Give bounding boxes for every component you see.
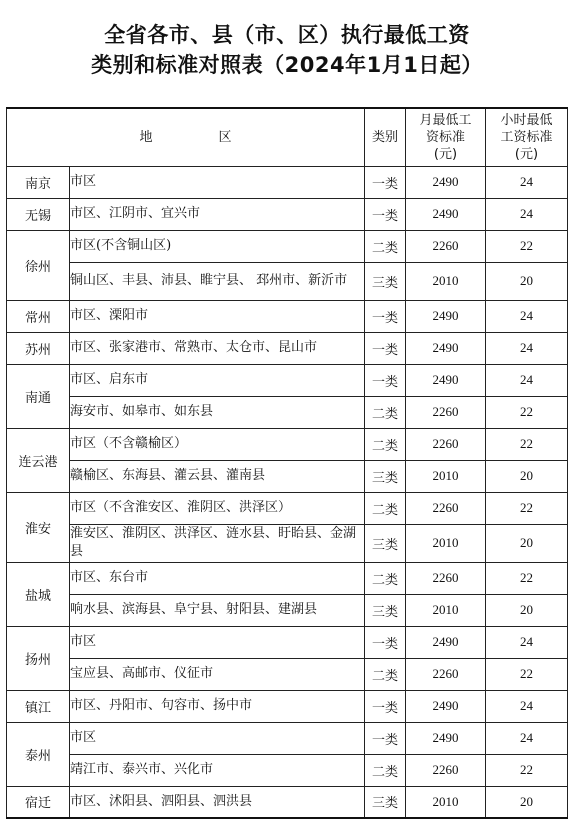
- area-header-right: 区: [218, 129, 232, 145]
- table-row: [7, 262, 568, 300]
- monthly-wage-cell: 2490: [406, 690, 486, 722]
- monthly-header-line-2: 资标准: [425, 129, 465, 145]
- hourly-wage-cell: 24: [486, 332, 568, 364]
- area-cell: 市区、张家港市、常熟市、太仓市、昆山市: [70, 332, 365, 364]
- city-cell: 徐州: [7, 230, 70, 300]
- monthly-wage-cell: 2010: [406, 262, 486, 300]
- monthly-wage-cell: 2260: [406, 230, 486, 262]
- monthly-wage-cell: 2260: [406, 754, 486, 786]
- hourly-header-line-3: (元): [514, 146, 539, 162]
- area-cell: 市区、丹阳市、句容市、扬中市: [70, 690, 365, 722]
- table-row: [7, 166, 568, 198]
- hourly-wage-column-header: [486, 108, 568, 166]
- area-cell: 市区、溧阳市: [70, 300, 365, 332]
- category-cell: 二类: [365, 396, 406, 428]
- category-column-header: 类别: [365, 108, 406, 166]
- area-column-header: [7, 108, 365, 166]
- hourly-wage-cell: 24: [486, 198, 568, 230]
- hourly-wage-cell: 22: [486, 428, 568, 460]
- area-cell: 市区(不含铜山区): [70, 230, 365, 262]
- category-cell: 二类: [365, 754, 406, 786]
- category-cell: 二类: [365, 230, 406, 262]
- area-cell: 市区: [70, 166, 365, 198]
- category-cell: 一类: [365, 626, 406, 658]
- hourly-wage-cell: 22: [486, 396, 568, 428]
- area-cell: 宝应县、高邮市、仪征市: [70, 658, 365, 690]
- category-cell: 一类: [365, 690, 406, 722]
- table-row: [7, 658, 568, 690]
- hourly-wage-cell: 20: [486, 460, 568, 492]
- table-row: [7, 690, 568, 722]
- city-cell: 淮安: [7, 492, 70, 562]
- hourly-wage-cell: 22: [486, 658, 568, 690]
- monthly-wage-cell: 2260: [406, 658, 486, 690]
- city-cell: 南通: [7, 364, 70, 428]
- table-row: [7, 396, 568, 428]
- category-cell: 一类: [365, 300, 406, 332]
- city-cell: 常州: [7, 300, 70, 332]
- area-cell: 响水县、滨海县、阜宁县、射阳县、建湖县: [70, 594, 365, 626]
- table-row: [7, 428, 568, 460]
- city-cell: 南京: [7, 166, 70, 198]
- hourly-wage-cell: 20: [486, 524, 568, 562]
- area-cell: 市区、沭阳县、泗阳县、泗洪县: [70, 786, 365, 818]
- area-cell: 市区、江阴市、宜兴市: [70, 198, 365, 230]
- area-cell: 市区、启东市: [70, 364, 365, 396]
- monthly-wage-cell: 2490: [406, 332, 486, 364]
- city-cell: 宿迁: [7, 786, 70, 818]
- monthly-wage-cell: 2490: [406, 722, 486, 754]
- table-row: [7, 594, 568, 626]
- area-cell: 海安市、如皋市、如东县: [70, 396, 365, 428]
- category-cell: 二类: [365, 492, 406, 524]
- table-row: [7, 332, 568, 364]
- hourly-wage-cell: 20: [486, 262, 568, 300]
- city-cell: 无锡: [7, 198, 70, 230]
- category-cell: 一类: [365, 198, 406, 230]
- hourly-wage-cell: 24: [486, 626, 568, 658]
- table-row: [7, 460, 568, 492]
- category-cell: 三类: [365, 262, 406, 300]
- city-cell: 苏州: [7, 332, 70, 364]
- area-cell: 市区、东台市: [70, 562, 365, 594]
- hourly-wage-cell: 24: [486, 166, 568, 198]
- hourly-wage-cell: 24: [486, 722, 568, 754]
- category-cell: 三类: [365, 524, 406, 562]
- city-cell: 扬州: [7, 626, 70, 690]
- monthly-wage-cell: 2010: [406, 594, 486, 626]
- category-cell: 三类: [365, 786, 406, 818]
- category-cell: 二类: [365, 428, 406, 460]
- table-row: [7, 722, 568, 754]
- monthly-wage-cell: 2490: [406, 364, 486, 396]
- table-row: [7, 230, 568, 262]
- category-cell: 一类: [365, 166, 406, 198]
- minimum-wage-table: [6, 107, 568, 819]
- table-row: [7, 364, 568, 396]
- hourly-wage-cell: 24: [486, 690, 568, 722]
- monthly-wage-cell: 2490: [406, 198, 486, 230]
- area-header-left: 地: [139, 129, 153, 145]
- monthly-wage-cell: 2260: [406, 428, 486, 460]
- category-cell: 一类: [365, 722, 406, 754]
- monthly-wage-cell: 2260: [406, 562, 486, 594]
- category-cell: 三类: [365, 594, 406, 626]
- category-cell: 三类: [365, 460, 406, 492]
- monthly-header-line-1: 月最低工: [419, 112, 472, 128]
- area-cell: 市区（不含淮安区、淮阴区、洪泽区）: [70, 492, 365, 524]
- table-row: [7, 198, 568, 230]
- city-cell: 泰州: [7, 722, 70, 786]
- hourly-wage-cell: 22: [486, 754, 568, 786]
- monthly-wage-cell: 2260: [406, 396, 486, 428]
- table-row: [7, 754, 568, 786]
- city-cell: 盐城: [7, 562, 70, 626]
- table-body: [7, 166, 568, 818]
- hourly-wage-cell: 22: [486, 230, 568, 262]
- area-cell: 市区（不含赣榆区）: [70, 428, 365, 460]
- city-cell: 连云港: [7, 428, 70, 492]
- table-header: [7, 108, 568, 166]
- hourly-header-line-1: 小时最低: [500, 112, 553, 128]
- monthly-wage-cell: 2490: [406, 166, 486, 198]
- hourly-wage-cell: 20: [486, 786, 568, 818]
- category-cell: 一类: [365, 332, 406, 364]
- monthly-wage-cell: 2010: [406, 460, 486, 492]
- table-row: [7, 786, 568, 818]
- area-cell: 市区: [70, 626, 365, 658]
- area-cell: 淮安区、淮阴区、洪泽区、涟水县、盱眙县、金湖县: [70, 524, 365, 562]
- area-cell: 市区: [70, 722, 365, 754]
- table-row: [7, 300, 568, 332]
- monthly-wage-cell: 2260: [406, 492, 486, 524]
- area-cell: 铜山区、丰县、沛县、睢宁县、 邳州市、新沂市: [70, 262, 365, 300]
- monthly-header-line-3: (元): [433, 146, 458, 162]
- monthly-wage-cell: 2010: [406, 786, 486, 818]
- table-row: [7, 562, 568, 594]
- city-cell: 镇江: [7, 690, 70, 722]
- area-cell: 靖江市、泰兴市、兴化市: [70, 754, 365, 786]
- monthly-wage-cell: 2010: [406, 524, 486, 562]
- category-cell: 一类: [365, 364, 406, 396]
- hourly-header-line-2: 工资标准: [500, 129, 553, 145]
- table-row: [7, 626, 568, 658]
- hourly-wage-cell: 22: [486, 562, 568, 594]
- hourly-wage-cell: 24: [486, 300, 568, 332]
- category-cell: 二类: [365, 658, 406, 690]
- table-row: [7, 492, 568, 524]
- hourly-wage-cell: 20: [486, 594, 568, 626]
- category-cell: 二类: [365, 562, 406, 594]
- document-title-line-1: 全省各市、县（市、区）执行最低工资: [104, 23, 470, 47]
- hourly-wage-cell: 22: [486, 492, 568, 524]
- table-row: [7, 524, 568, 562]
- document-title-line-2: 类别和标准对照表（2024年1月1日起）: [91, 53, 483, 77]
- monthly-wage-cell: 2490: [406, 300, 486, 332]
- monthly-wage-column-header: [406, 108, 486, 166]
- hourly-wage-cell: 24: [486, 364, 568, 396]
- monthly-wage-cell: 2490: [406, 626, 486, 658]
- area-cell: 赣榆区、东海县、灌云县、灌南县: [70, 460, 365, 492]
